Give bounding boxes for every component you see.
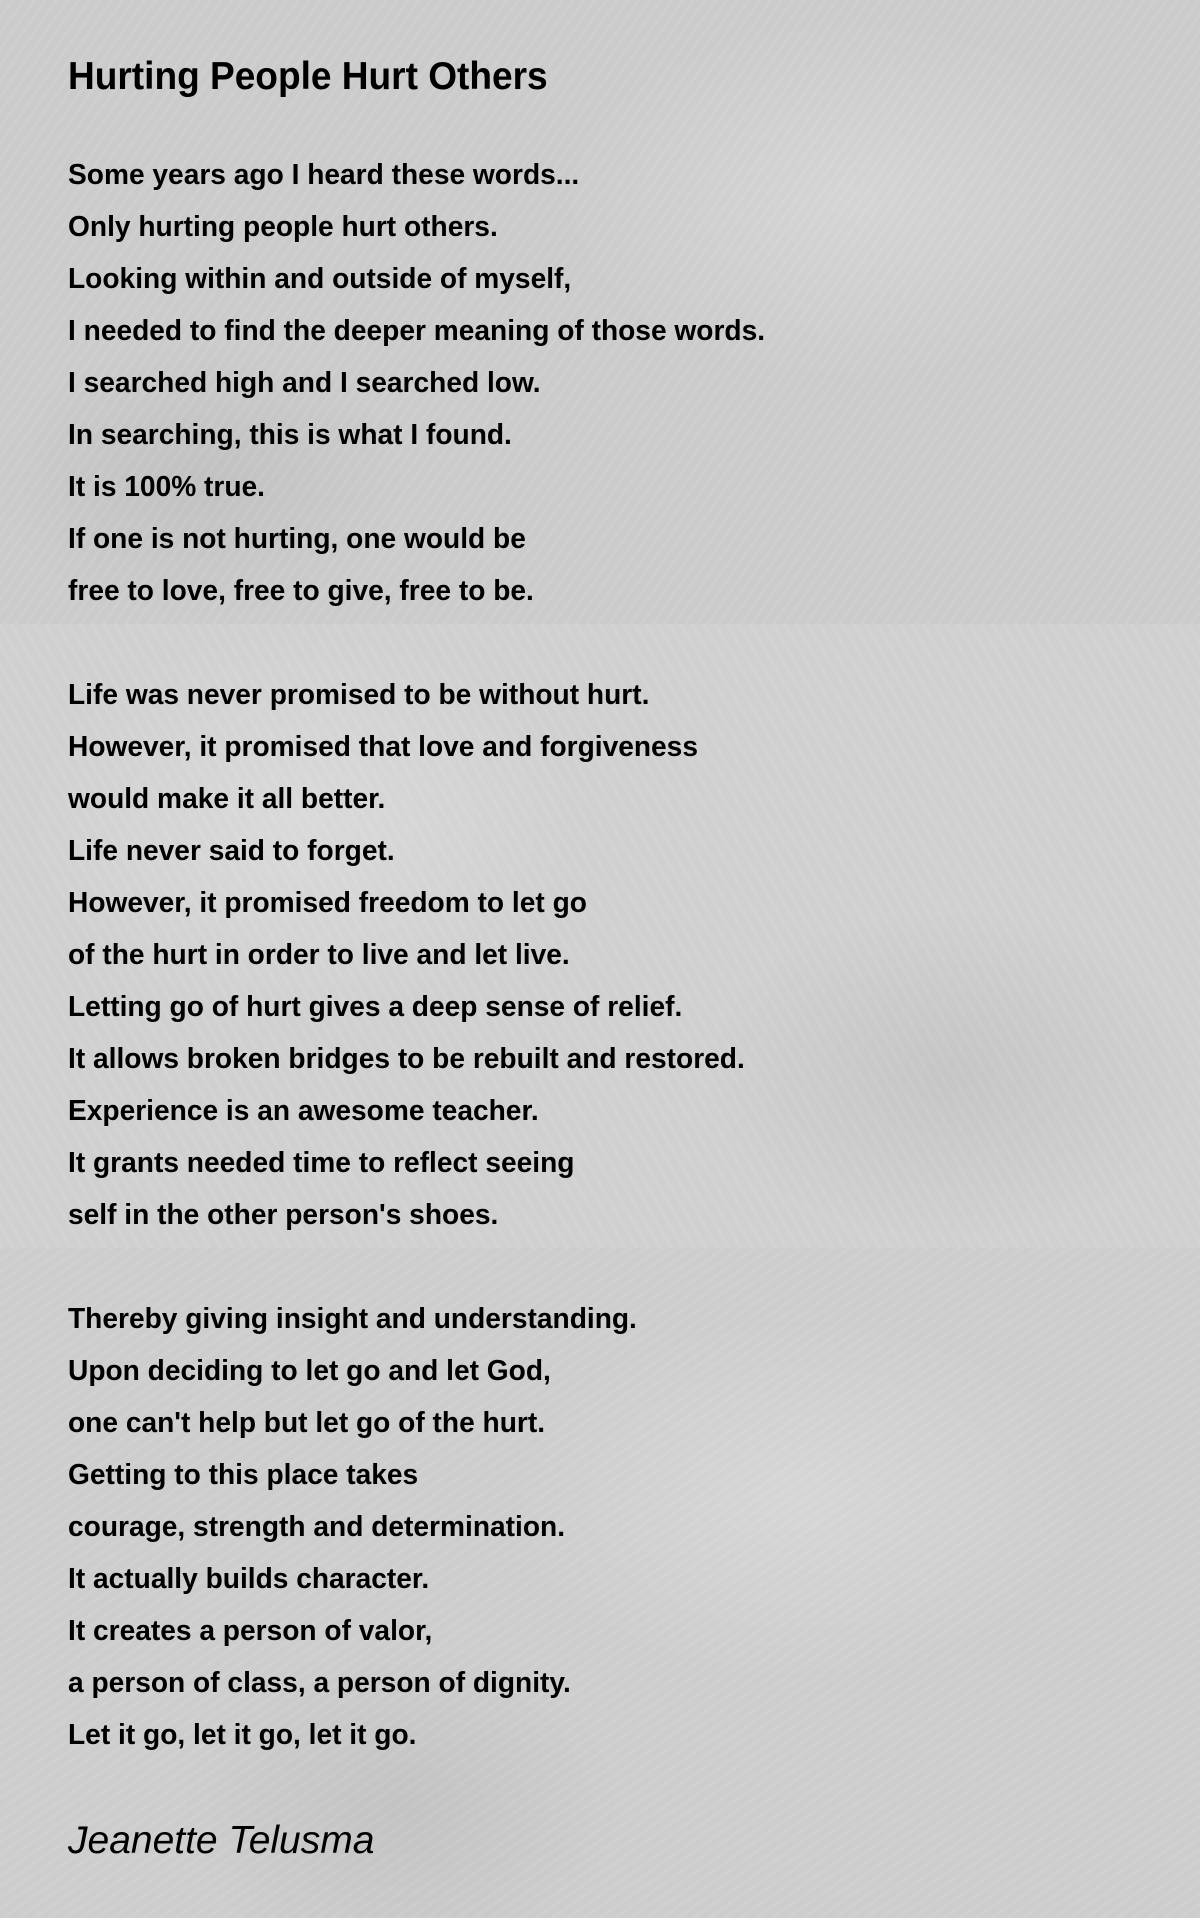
poem-line: Looking within and outside of myself, xyxy=(68,263,572,295)
poem-line: Only hurting people hurt others. xyxy=(68,211,498,243)
poem-line: I needed to find the deeper meaning of those words. xyxy=(68,315,766,347)
stanza-2 xyxy=(68,669,766,1241)
poem-line: Life never said to forget. xyxy=(68,835,395,867)
poem-line: However, it promised freedom to let go xyxy=(68,887,587,919)
poem-line: It creates a person of valor, xyxy=(68,1615,433,1647)
poem-line: would make it all better. xyxy=(68,783,386,815)
poem-line: It actually builds character. xyxy=(68,1563,430,1595)
poem-line: Let it go, let it go, let it go. xyxy=(68,1719,417,1751)
poem-line: one can't help but let go of the hurt. xyxy=(68,1407,546,1439)
poem-line: I searched high and I searched low. xyxy=(68,367,541,399)
stanza-3 xyxy=(68,1293,654,1761)
poem-line: a person of class, a person of dignity. xyxy=(68,1667,571,1699)
poem-line: Experience is an awesome teacher. xyxy=(68,1095,539,1127)
poem-author: Jeanette Telusma xyxy=(68,1819,375,1862)
poem-line: Getting to this place takes xyxy=(68,1459,419,1491)
poem-line: Letting go of hurt gives a deep sense of relief. xyxy=(68,991,683,1023)
poem-line: self in the other person's shoes. xyxy=(68,1199,499,1231)
poem-line: courage, strength and determination. xyxy=(68,1511,566,1543)
poem-line: of the hurt in order to live and let live. xyxy=(68,939,570,971)
poem-line: It grants needed time to reflect seeing xyxy=(68,1147,575,1179)
stanza-1 xyxy=(68,149,787,617)
poem-line: Thereby giving insight and understanding. xyxy=(68,1303,637,1335)
poem-line: It is 100% true. xyxy=(68,471,266,503)
poem-line: In searching, this is what I found. xyxy=(68,419,512,451)
poem-line: Upon deciding to let go and let God, xyxy=(68,1355,551,1387)
poem-line: It allows broken bridges to be rebuilt and restored. xyxy=(68,1043,745,1075)
poem-line: If one is not hurting, one would be xyxy=(68,523,526,555)
poem-line: However, it promised that love and forgiveness xyxy=(68,731,698,763)
poem-line: Some years ago I heard these words... xyxy=(68,159,580,191)
poem-line: Life was never promised to be without hurt. xyxy=(68,679,650,711)
poem-title: Hurting People Hurt Others xyxy=(68,55,548,98)
poem-line: free to love, free to give, free to be. xyxy=(68,575,534,607)
